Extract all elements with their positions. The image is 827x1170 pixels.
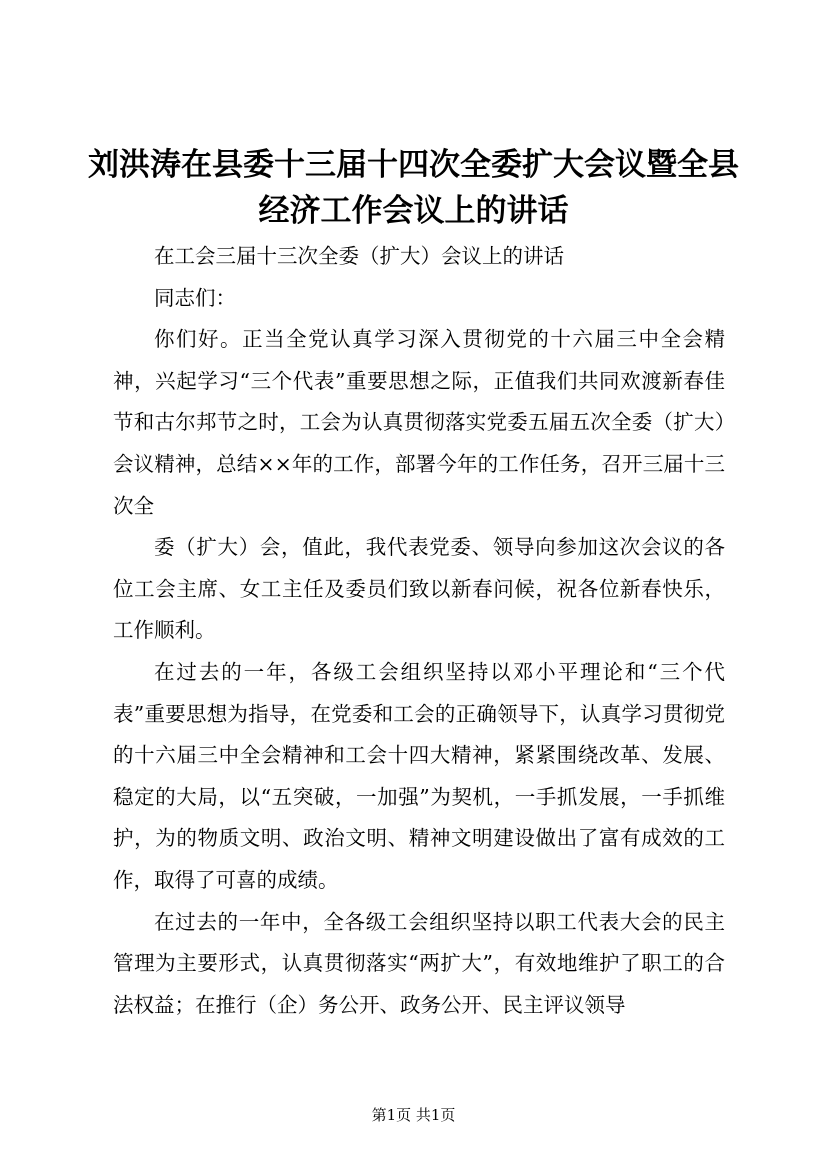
paragraph-greeting: 同志们： — [154, 285, 236, 310]
paragraph-1: 你们好。正当全党认真学习深入贯彻党的十六届三中全会精神，兴起学习“三个代表”重要思想之际，正值我们共同欢渡新春佳节和古尔邦节之时，工会为认真贯彻落实党委五届五次全委（扩大）会议精神，总结××年的工作，部署今年的工作任务，召开三届十三次全 — [113, 327, 725, 518]
document-body — [113, 236, 725, 1026]
document-title: 刘洪涛在县委十三届十四次全委扩大会议暨全县经济工作会议上的讲话 — [88, 147, 739, 229]
paragraph-2: 委（扩大）会，值此，我代表党委、领导向参加这次会议的各位工会主席、女工主任及委员们致以新春问候，祝各位新春快乐，工作顺利。 — [113, 535, 725, 643]
paragraph-3: 在过去的一年，各级工会组织坚持以邓小平理论和“三个代表”重要思想为指导，在党委和工会的正确领导下，认真学习贯彻党的十六届三中全会精神和工会十四大精神，紧紧围绕改革、发展、稳定的大局，以“五突破，一加强”为契机，一手抓发展，一手抓维护，为的物质文明、政治文明、精神文明建设做出了富有成效的工作，取得了可喜的成绩。 — [113, 659, 725, 892]
paragraph-subtitle: 在工会三届十三次全委（扩大）会议上的讲话 — [154, 244, 564, 268]
page-footer: 第1页 共1页 — [371, 1106, 456, 1124]
paragraph-4: 在过去的一年中，全各级工会组织坚持以职工代表大会的民主管理为主要形式，认真贯彻落实“两扩大”，有效地维护了职工的合法权益；在推行（企）务公开、政务公开、民主评议领导 — [113, 909, 725, 1017]
